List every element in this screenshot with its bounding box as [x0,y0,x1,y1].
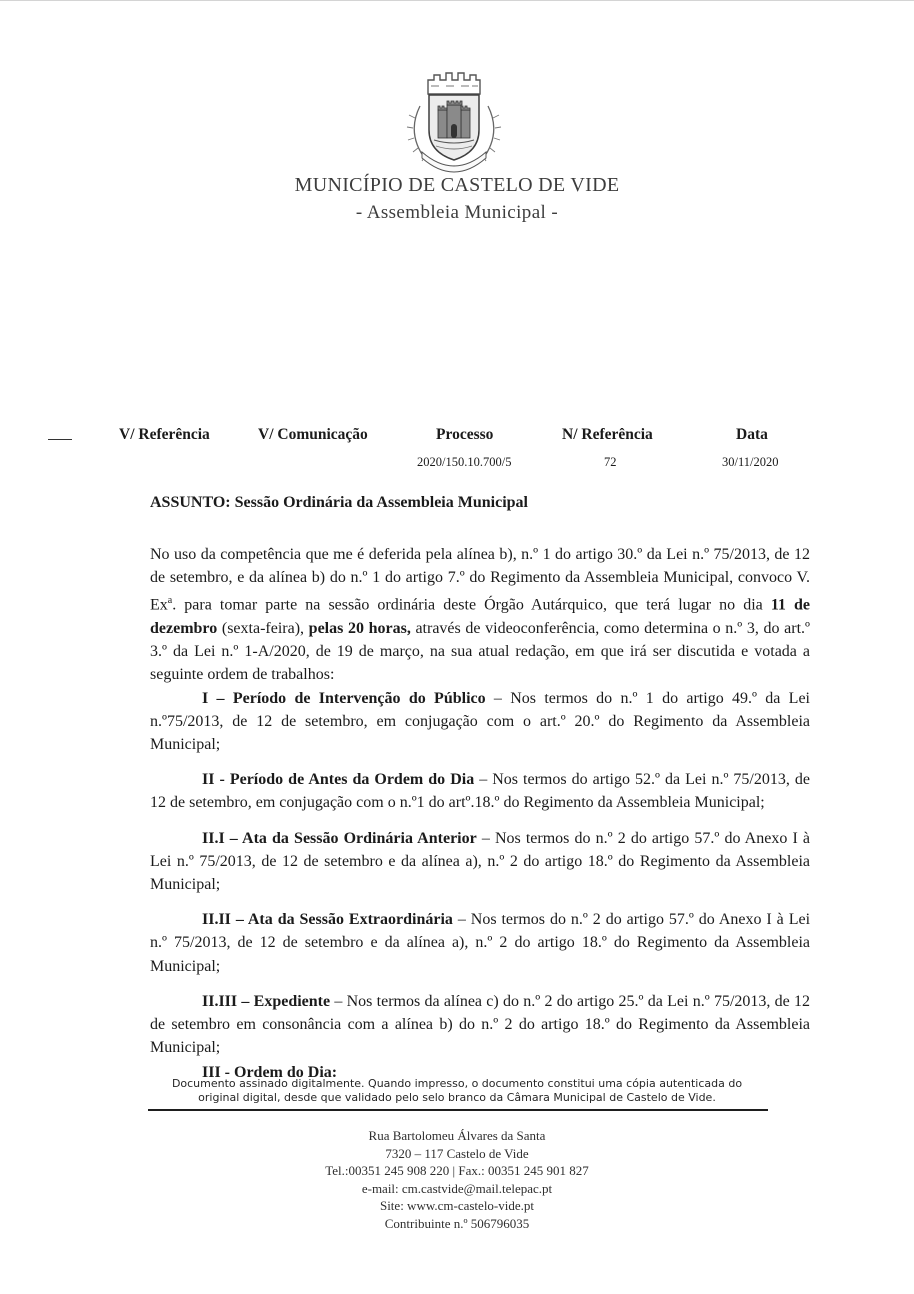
agenda-item-text: – Nos termos do artigo 52.º da Lei n.º 75/2013, de 12 de setembro, em conjugação com o n.º1 do artº.18.º do Regimento da Assembleia Municipal; [150,771,811,812]
header-date: Data [736,426,768,443]
contact-footer [0,1127,914,1232]
header-your-reference: V/ Referência [119,426,210,443]
intro-paragraph [150,543,810,687]
agenda-item-text: – Nos termos do n.º 2 do artigo 57.º do Anexo I à Lei n.º 75/2013, de 12 de setembro e da alínea a), n.º 2 do artigo 18.º do Regimento da Assembleia Municipal; [150,829,810,893]
email-address: e-mail: cm.castvide@mail.telepac.pt [361,1180,553,1196]
meeting-date: 11 de dezembro [150,596,810,637]
address-postal: 7320 – 117 Castelo de Vide [385,1145,529,1161]
intro-text-1: No uso da competência que me é deferida pela alínea b), n.º 1 do artigo 30.º da Lei n.º 75/2013, de 12 de setembro, e da alínea b) do n.º 1 do artigo 7.º do Regimento da Assembleia Municipal, convoco V. Ex [150,546,810,614]
process-number: 2020/150.10.700/5 [417,455,512,469]
header-your-communication: V/ Comunicação [258,426,368,443]
meeting-time: pelas 20 horas, [308,619,411,637]
digital-signature-note: Documento assinado digitalmente. Quando impresso, o documento constitui uma cópia autenticada do original digital, desde que validado pelo selo branco da Câmara Municipal de Castelo de Vide. [171,1077,743,1104]
intro-text-4: através de videoconferência, como determina o n.º 3, do art.º 3.º da Lei n.º 1-A/2020, de 19 de março, na sua atual redação, em que irá ser discutida e votada a seguinte ordem de trabalhos: [150,619,810,684]
agenda-item-text: – Nos termos da alínea c) do n.º 2 do artigo 25.º da Lei n.º 75/2013, de 12 de setembro em consonância com a alínea b) do n.º 2 do artigo 18.º do Regimento da Assembleia Municipal; [150,992,811,1057]
subject-line: ASSUNTO: Sessão Ordinária da Assembleia Municipal [150,494,528,511]
agenda-item-text: – Nos termos do n.º 1 do artigo 49.º da Lei n.º75/2013, de 12 de setembro, em conjugação com o art.º 20.º do Regimento da Assembleia Municipal; [150,689,811,753]
tax-number: Contribuinte n.º 506796035 [384,1215,530,1231]
our-reference-number: 72 [604,455,617,469]
agenda-item-title: II - Período de Antes da Ordem do Dia [202,771,475,789]
website: Site: www.cm-castelo-vide.pt [379,1198,535,1213]
letter-body [150,543,810,1085]
agenda-item-title: II.II – Ata da Sessão Extraordinária [202,911,453,929]
document-date: 30/11/2020 [722,455,779,469]
municipality-name: MUNICÍPIO DE CASTELO DE VIDE [294,174,620,196]
header-our-reference: N/ Referência [562,426,653,443]
intro-superscript: a [167,595,173,607]
agenda-item-title: II.III – Expediente [202,992,331,1010]
agenda-item-title: II.I – Ata da Sessão Ordinária Anterior [202,829,477,847]
agenda-item [150,768,810,814]
agenda-item [150,687,810,757]
reference-dash [48,439,72,440]
agenda-item-title: III - Ordem do Dia: [202,1064,338,1082]
intro-text-3: (sexta-feira), [217,619,309,637]
agenda-item [150,827,810,897]
address-street: Rua Bartolomeu Álvares da Santa [368,1128,546,1143]
header-process: Processo [436,426,494,443]
footer-divider [148,1109,768,1111]
phone-fax: Tel.:00351 245 908 220 | Fax.: 00351 245 901 827 [325,1163,589,1178]
municipal-coat-of-arms-icon [398,66,510,178]
agenda-item-title: I – Período de Intervenção do Público [202,689,486,707]
agenda-item [150,908,810,978]
intro-text-2: . para tomar parte na sessão ordinária deste Órgão Autárquico, que terá lugar no dia [172,596,771,614]
agenda-item [150,990,810,1060]
agenda-item-text: – Nos termos do n.º 2 do artigo 57.º do Anexo I à Lei n.º 75/2013, de 12 de setembro e da alínea a), n.º 2 do artigo 18.º do Regimento da Assembleia Municipal; [150,911,811,975]
assembly-subtitle: - Assembleia Municipal - [355,202,559,223]
page-top-edge [0,0,914,1]
